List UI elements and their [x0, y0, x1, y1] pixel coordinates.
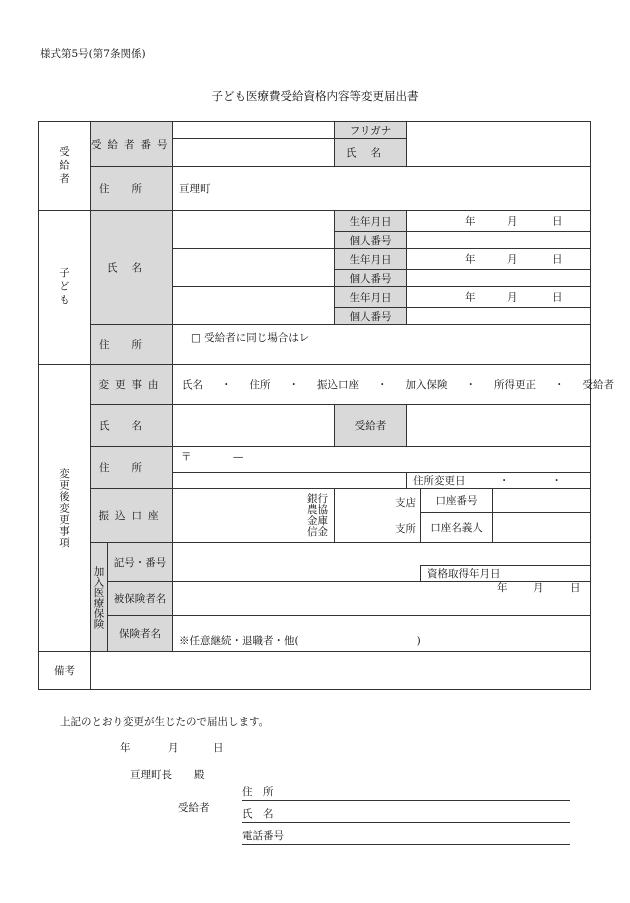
declaration-text: 上記のとおり変更が生じたので届出します。 [60, 716, 270, 728]
same-as-recipient-checkbox[interactable]: □ 受給者に同じ場合はレ [173, 325, 591, 365]
ins-date-day: 日 [570, 582, 581, 594]
change-recipient-field[interactable] [407, 405, 591, 447]
recipient-address-field[interactable]: 亘理町 [173, 167, 591, 211]
child-address-label: 住所 [91, 325, 173, 365]
footer-month: 月 [168, 742, 179, 754]
insurance-number-field[interactable] [173, 543, 591, 566]
change-name-label: 氏名 [91, 405, 173, 447]
insurer-name-field[interactable]: ※任意継続・退職者・他( ) [173, 616, 591, 652]
change-name-field[interactable] [173, 405, 335, 447]
individual-number-label-2: 個人番号 [335, 270, 407, 287]
child-name-field-3[interactable] [173, 287, 335, 325]
insurance-section: 加入医療保険 [91, 543, 108, 652]
postal-mark: 〒 [181, 451, 192, 463]
recipient-number-field-2[interactable] [173, 139, 335, 167]
change-reason-label: 変更事由 [91, 365, 173, 405]
account-name-field[interactable] [493, 513, 591, 543]
recipient-name-label: 氏名 [335, 139, 407, 167]
applicant-label: 受給者 [178, 802, 210, 814]
child-name-field-2[interactable] [173, 249, 335, 287]
account-number-field[interactable] [493, 489, 591, 513]
main-form-table [38, 121, 614, 690]
footer-year: 年 [120, 742, 131, 754]
dob-field-2[interactable]: 年 月 日 [407, 249, 591, 270]
dob-label-3: 生年月日 [335, 287, 407, 308]
form-number: 様式第5号(第7条関係) [40, 48, 146, 60]
child-name-label: 氏名 [91, 211, 173, 325]
child-section: 子ども [39, 211, 91, 365]
recipient-name-field[interactable] [407, 122, 591, 167]
dob-field-3[interactable]: 年 月 日 [407, 287, 591, 308]
change-reason-options[interactable]: 氏名 ・ 住所 ・ 振込口座 ・ 加入保険 ・ 所得更正 ・ 受給者 [173, 365, 591, 405]
insurance-number-label: 記号・番号 [108, 543, 173, 582]
bank-name-field[interactable]: 銀行 農協 金庫 信金 [173, 489, 335, 543]
recipient-number-field[interactable] [173, 122, 335, 139]
account-name-label: 口座名義人 [421, 513, 493, 543]
individual-number-boxes-3[interactable] [407, 308, 591, 325]
dob-label-1: 生年月日 [335, 211, 407, 232]
change-address-field[interactable] [173, 447, 591, 473]
applicant-phone-line[interactable]: 電話番号 [242, 830, 570, 845]
mayor-label: 亘理町長 殿 [130, 769, 205, 781]
insured-name-label: 被保険者名 [108, 582, 173, 616]
account-number-label: 口座番号 [421, 489, 493, 513]
child-name-field-1[interactable] [173, 211, 335, 249]
recipient-address-label: 住所 [91, 167, 173, 211]
change-section: 変更後変更事項 [39, 365, 91, 652]
individual-number-boxes-2[interactable] [407, 270, 591, 287]
insurer-name-label: 保険者名 [108, 616, 173, 652]
form-title: 子ども医療費受給資格内容等変更届出書 [211, 89, 419, 103]
remarks-label: 備考 [39, 652, 91, 690]
dob-field-1[interactable]: 年 月 日 [407, 211, 591, 232]
branch-field[interactable]: 支店 [335, 489, 421, 513]
insured-name-field[interactable] [173, 582, 591, 616]
insurance-acquired-date[interactable]: 資格取得年月日 [421, 566, 591, 582]
dob-label-2: 生年月日 [335, 249, 407, 270]
postal-dash: — [232, 451, 244, 463]
bank-account-label: 振込口座 [91, 489, 173, 543]
ins-date-month: 月 [533, 582, 544, 594]
individual-number-label-3: 個人番号 [335, 308, 407, 325]
recipient-number-label: 受給者番号 [91, 122, 173, 167]
footer-day: 日 [213, 742, 224, 754]
recipient-section: 受給者 [39, 122, 91, 211]
furigana-label: フリガナ [335, 122, 407, 139]
branch-field-2[interactable]: 支所 [335, 513, 421, 543]
change-recipient-label: 受給者 [335, 405, 407, 447]
applicant-address-line[interactable]: 住 所 [242, 786, 570, 801]
applicant-name-line[interactable]: 氏 名 [242, 808, 570, 823]
ins-date-year: 年 [497, 582, 508, 594]
address-change-date[interactable]: 住所変更日 ・ ・ [407, 473, 591, 489]
individual-number-boxes-1[interactable] [407, 232, 591, 249]
remarks-field[interactable] [91, 652, 591, 690]
change-address-label: 住所 [91, 447, 173, 489]
individual-number-label-1: 個人番号 [335, 232, 407, 249]
